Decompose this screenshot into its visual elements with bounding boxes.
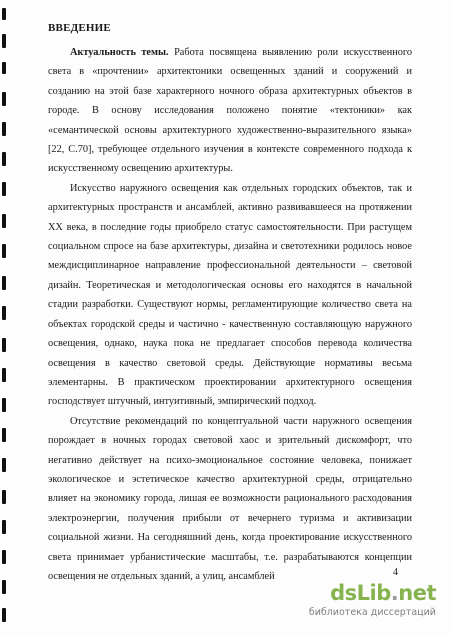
- page-number: 4: [393, 567, 398, 578]
- binding-marks: [2, 0, 10, 634]
- watermark-subtitle: библиотека диссертаций: [308, 607, 436, 618]
- watermark-logo-dot: .: [390, 581, 399, 605]
- paragraph-relevance: [48, 43, 412, 179]
- watermark-logo-tld: net: [398, 581, 436, 605]
- paragraph-lead: Актуальность темы.: [70, 47, 169, 58]
- watermark-logo-main: dsLib: [330, 581, 391, 605]
- section-heading: ВВЕДЕНИЕ: [48, 22, 111, 34]
- paragraph-outdoor-lighting: Искусство наружного освещения как отдельных городских объектов, так и архитектурных пространств и ансамблей, активно развивавшееся на протяжении XX века, в последние годы приобрело статус самостоятельности. При растущем социальном спросе на базе архитектуры, дизайна и светотехники родилось новое междисциплинарное направление профессиональной деятельности – световой дизайн. Теоретическая и методологическая основы его находятся в начальной стадии разработки. Существуют нормы, регламентирующие количество света на объектах городской среды и частично - качественную составляющую наружного освещения, однако, наука пока не предлагает способов перевода количества освещения в качество световой среды. Действующие нормативы весьма элементарны. В практическом проектировании архитектурного освещения господствует штучный, интуитивный, эмпирический подход.: [48, 182, 412, 408]
- watermark: [308, 580, 436, 624]
- page-content: [48, 22, 412, 586]
- watermark-logo: [330, 580, 436, 606]
- paragraph-relevance-text: Работа посвящена выявлению роли искусственного света в «прочтении» архитектоники освещенных зданий и сооружений и созданию на этой базе характерного ночного образа архитектурных объектов в городе. В основу исследования положено понятие «тектоники» как «семантической основы архитектурного художественно-выразительного языка» [22, С.70], требующее отдельного изучения в контексте современного подхода к искусственному освещению архитектуры.: [48, 47, 412, 175]
- paragraph-lack-of-recommendations: Отсутствие рекомендаций по концептуальной части наружного освещения порождает в ночных городах световой хаос и зрительный дискомфорт, что негативно действует на психо-эмоциональное состояние человека, понижает экологическое и эстетическое качество архитектурной среды, отрицательно влияет на экономику города, лишая ее возможности рационального расходования электроэнергии, получения прибыли от вечернего туризма и активизации социальной жизни. На сегодняшний день, когда проектирование искусственного света принимает урбанистические масштабы, т.е. разрабатываются концепции освещения не отдельных зданий, а улиц, ансамблей: [48, 415, 412, 582]
